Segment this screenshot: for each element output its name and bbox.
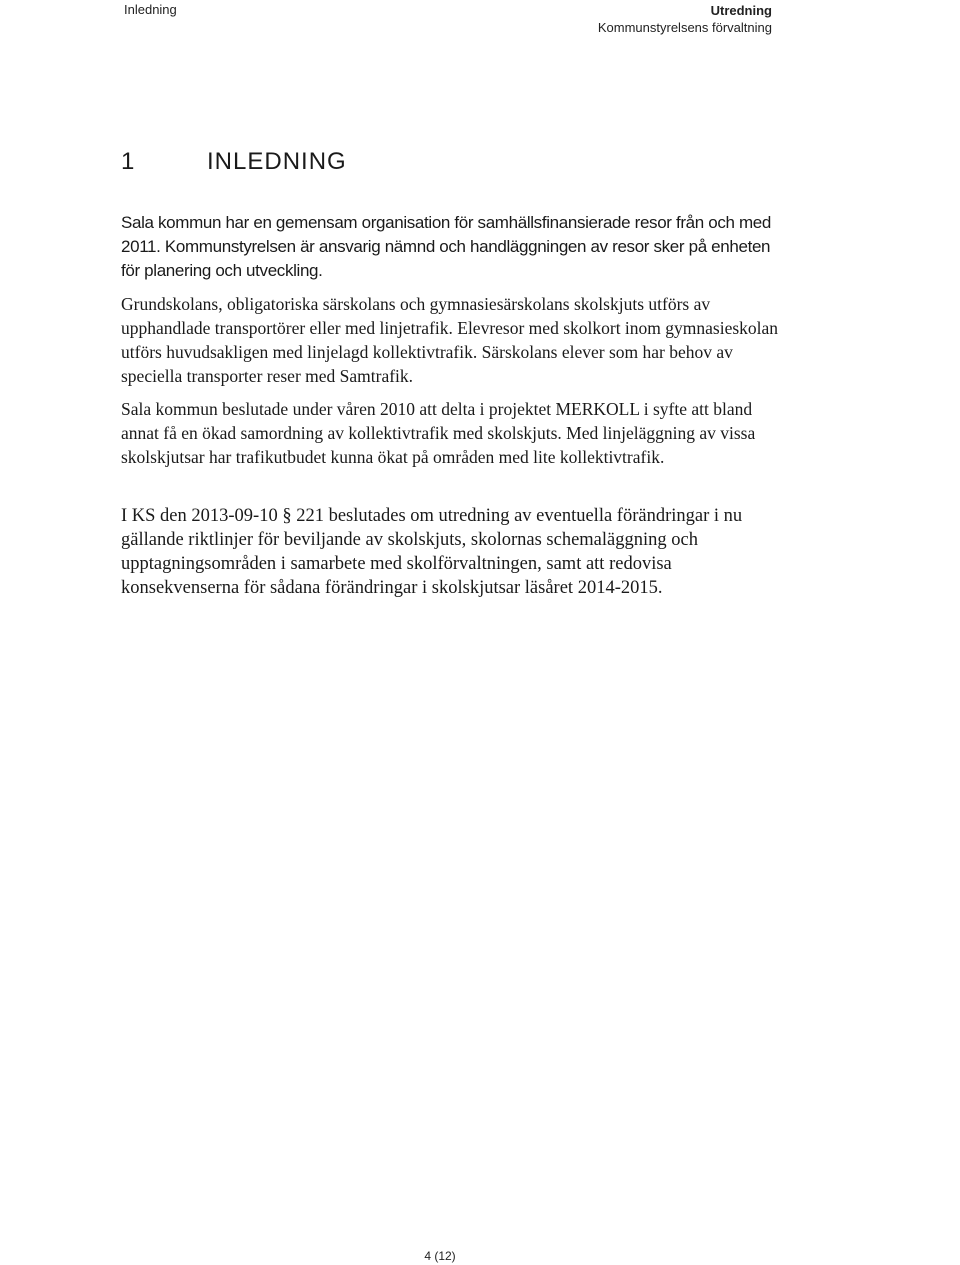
header-section-label: Inledning: [124, 2, 177, 17]
paragraph-2: Grundskolans, obligatoriska särskolans och gymnasiesärskolans skolskjuts utförs av upphandlade transportörer eller med linjetrafik. Elevresor med skolkort inom gymnasieskolan utförs huvudsakligen med linjelagd kollektivtrafik. Särskolans elever som har behov av speciella transporter reser med Samtrafik.: [121, 294, 779, 386]
paragraph-4: I KS den 2013-09-10 § 221 beslutades om utredning av eventuella förändringar i nu gällande riktlinjer för beviljande av skolskjuts, skolornas schemaläggning och upptagningsområden i samarbete med skolförvaltningen, samt att redovisa konsekvenserna för sådana förändringar i skolskjutsar läsåret 2014-2015.: [121, 506, 743, 598]
paragraph-3: Sala kommun beslutade under våren 2010 att delta i projektet MERKOLL i syfte att bland annat få en ökad samordning av kollektivtrafik med skolskjuts. Med linjeläggning av vissa skolskjutsar har trafikutbudet kunna ökat på områden med lite kollektivtrafik.: [121, 399, 756, 467]
chapter-number: 1: [121, 148, 136, 175]
header-doc-type: Utredning: [710, 3, 772, 18]
page-number: 4 (12): [424, 1249, 456, 1263]
chapter-heading: [121, 148, 347, 176]
chapter-title: INLEDNING: [207, 148, 347, 175]
header-organization: Kommunstyrelsens förvaltning: [597, 20, 772, 35]
paragraph-1: Sala kommun har en gemensam organisation för samhällsfinansierade resor från och med 2011. Kommunstyrelsen är ansvarig nämnd och handläggningen av resor sker på enheten för planering och utveckling.: [121, 213, 772, 280]
header-document-info: [598, 2, 772, 36]
